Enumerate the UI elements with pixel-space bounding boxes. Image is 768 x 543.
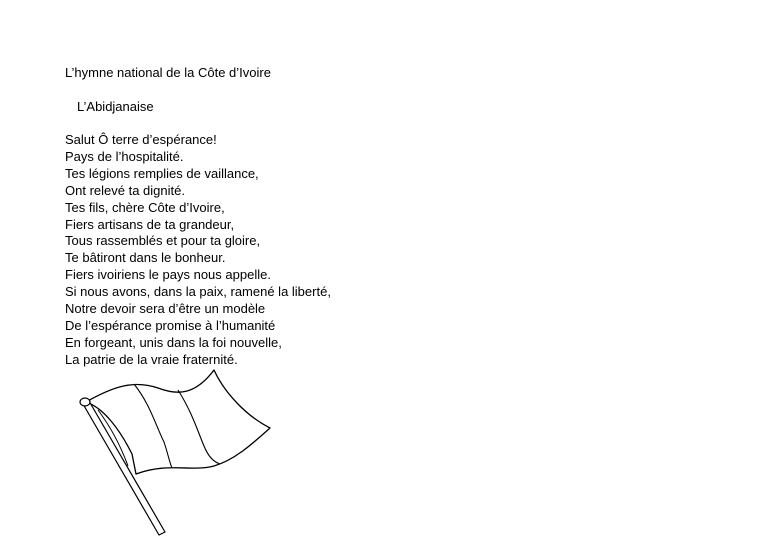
lyric-line: La patrie de la vraie fraternité. [65,351,238,367]
lyric-line: Notre devoir sera d’être un modèle [65,301,266,317]
lyric-line: Tes fils, chère Côte d’Ivoire, [65,199,225,215]
flag-pole-finial [80,398,90,406]
lyric-line: De l’espérance promise à l’humanité [65,317,276,333]
lyric-line: Pays de l’hospitalité. [65,148,184,164]
lyric-line: Tes légions remplies de vaillance, [65,165,259,181]
lyric-line: Te bâtiront dans le bonheur. [65,250,226,266]
flag-outline-icon [74,366,274,538]
document-title: L’hymne national de la Côte d’Ivoire [65,65,271,80]
lyric-line: Salut Ô terre d’espérance! [65,132,217,147]
lyric-line: Si nous avons, dans la paix, ramené la liberté, [65,284,331,300]
anthem-name: L’Abidjanaise [77,99,154,114]
anthem-lyrics [65,132,331,369]
lyric-line: En forgeant, unis dans la foi nouvelle, [65,334,282,350]
flag-cloth [86,370,270,474]
lyric-line: Fiers artisans de ta grandeur, [65,216,235,232]
lyric-line: Tous rassemblés et pour ta gloire, [65,233,261,249]
lyric-line: Fiers ivoiriens le pays nous appelle. [65,267,271,283]
lyric-line: Ont relevé ta dignité. [65,182,185,198]
